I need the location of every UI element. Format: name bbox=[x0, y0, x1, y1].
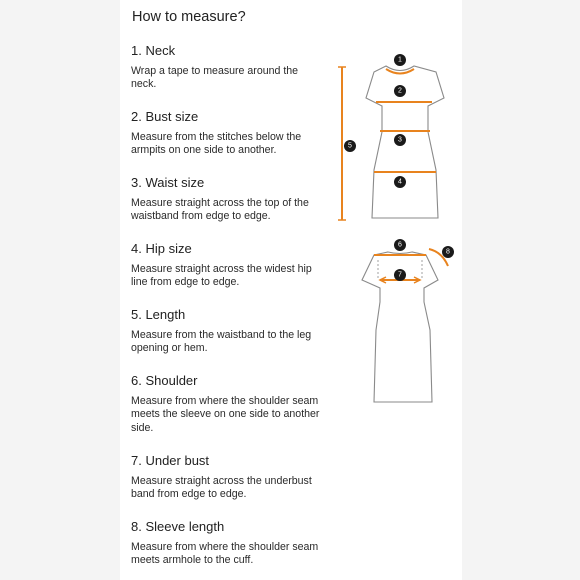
marker-label: 1 bbox=[398, 56, 402, 64]
section-text: Wrap a tape to measure around the neck. bbox=[131, 65, 299, 91]
marker-badge bbox=[394, 54, 406, 66]
section-text: Measure from the stitches below the armpits on one side to another. bbox=[131, 131, 302, 157]
section-text: Measure straight across the underbust band from edge to edge. bbox=[131, 475, 312, 501]
section-heading: 8. Sleeve length bbox=[131, 519, 225, 534]
section-waist bbox=[131, 175, 321, 224]
marker-label: 5 bbox=[348, 142, 352, 150]
marker-label: 6 bbox=[398, 241, 402, 249]
front-dress-illustration bbox=[338, 54, 444, 220]
section-heading: 1. Neck bbox=[131, 43, 176, 58]
neck-tape bbox=[386, 69, 414, 74]
marker-label: 3 bbox=[398, 136, 402, 144]
section-heading: 5. Length bbox=[131, 307, 186, 322]
section-text: Measure straight across the top of the waistband from edge to edge. bbox=[131, 197, 309, 223]
section-bust bbox=[131, 109, 321, 158]
marker-label: 7 bbox=[398, 271, 402, 279]
marker-label: 4 bbox=[398, 178, 402, 186]
page-title: How to measure? bbox=[132, 9, 246, 25]
section-heading: 2. Bust size bbox=[131, 109, 199, 124]
section-text: Measure from where the shoulder seam meets the sleeve on one side to another side. bbox=[131, 395, 320, 434]
marker-badge bbox=[442, 246, 454, 258]
section-neck bbox=[131, 43, 321, 92]
marker-badge bbox=[394, 269, 406, 281]
marker-badge bbox=[394, 134, 406, 146]
back-dress-illustration bbox=[362, 239, 454, 402]
section-heading: 3. Waist size bbox=[131, 175, 205, 190]
section-under-bust bbox=[131, 453, 321, 502]
section-heading: 7. Under bust bbox=[131, 453, 210, 468]
section-shoulder bbox=[131, 373, 321, 435]
section-heading: 4. Hip size bbox=[131, 241, 192, 256]
measurement-diagram bbox=[320, 40, 462, 420]
section-text: Measure straight across the widest hip line from edge to edge. bbox=[131, 263, 312, 289]
marker-badge bbox=[344, 140, 356, 152]
size-guide-page bbox=[120, 0, 462, 580]
marker-badge bbox=[394, 85, 406, 97]
marker-label: 8 bbox=[446, 248, 450, 256]
section-text: Measure from the waistband to the leg opening or hem. bbox=[131, 329, 312, 355]
section-hip bbox=[131, 241, 321, 290]
marker-badge bbox=[394, 176, 406, 188]
section-heading: 6. Shoulder bbox=[131, 373, 198, 388]
marker-label: 2 bbox=[398, 87, 402, 95]
marker-badge bbox=[394, 239, 406, 251]
section-length bbox=[131, 307, 321, 356]
section-text: Measure from where the shoulder seam meets armhole to the cuff. bbox=[131, 541, 319, 567]
section-sleeve-length bbox=[131, 519, 321, 568]
